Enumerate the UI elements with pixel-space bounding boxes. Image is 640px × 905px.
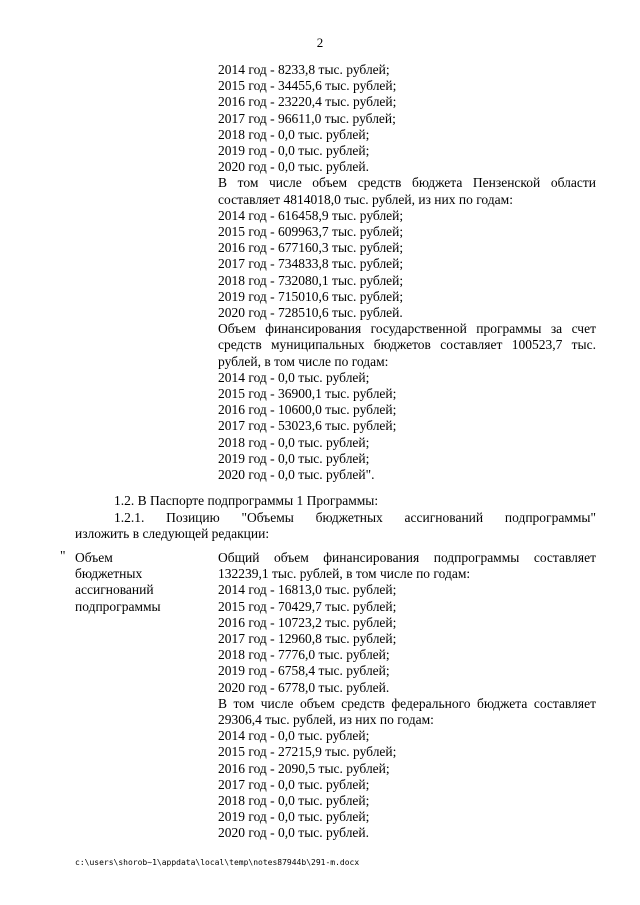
year-line: 2015 год - 609963,7 тыс. рублей; (218, 224, 404, 240)
year-line: 2016 год - 10723,2 тыс. рублей; (218, 614, 397, 630)
year-line: 2014 год - 0,0 тыс. рублей; (218, 728, 370, 744)
page-number: 2 (316, 35, 324, 50)
year-line: 2016 год - 23220,4 тыс. рублей; (218, 94, 397, 110)
year-line: 2014 год - 8233,8 тыс. рублей; (218, 62, 390, 77)
year-line: 2019 год - 0,0 тыс. рублей; (218, 143, 370, 159)
year-line: 2016 год - 2090,5 тыс. рублей; (218, 760, 390, 776)
year-line: 2015 год - 70429,7 тыс. рублей; (218, 598, 397, 614)
year-line: 2018 год - 0,0 тыс. рублей; (218, 434, 370, 450)
position-label-line: бюджетных (75, 566, 143, 582)
year-line: 2015 год - 27215,9 тыс. рублей; (218, 744, 397, 760)
section-1-2-1-continuation: изложить в следующей редакции: (75, 526, 270, 541)
year-line: 2017 год - 53023,6 тыс. рублей; (218, 418, 397, 434)
section-1-2-heading: 1.2. В Паспорте подпрограммы 1 Программы: (114, 493, 379, 508)
position-label-line: ассигнований (75, 582, 154, 598)
year-line: 2019 год - 6758,4 тыс. рублей; (218, 663, 390, 679)
year-line: 2017 год - 0,0 тыс. рублей; (218, 776, 370, 792)
opening-quote-mark: " (60, 548, 66, 563)
municipal-budget-paragraph: Объем финансирования государственной программы за счет средств муниципальных бюджетов составляет 100523,7 тыс. рублей, в том числе по годам: (218, 321, 596, 369)
year-line: 2014 год - 0,0 тыс. рублей; (218, 369, 370, 385)
footer-file-path: c:\users\shorob~1\appdata\local\temp\notes87944b\291-m.docx (75, 858, 360, 867)
year-line: 2019 год - 0,0 тыс. рублей; (218, 450, 370, 466)
year-line: 2015 год - 36900,1 тыс. рублей; (218, 386, 397, 402)
year-line: 2020 год - 0,0 тыс. рублей". (218, 467, 375, 483)
position-label-line: Объем (75, 550, 113, 565)
year-line: 2017 год - 12960,8 тыс. рублей; (218, 631, 397, 647)
year-line: 2014 год - 616458,9 тыс. рублей; (218, 207, 404, 223)
year-line: 2018 год - 0,0 тыс. рублей; (218, 126, 370, 142)
year-line: 2020 год - 0,0 тыс. рублей. (218, 159, 370, 175)
position-label (75, 550, 205, 615)
year-line: 2018 год - 0,0 тыс. рублей; (218, 793, 370, 809)
year-line: 2014 год - 16813,0 тыс. рублей; (218, 582, 397, 598)
section-1-2-1-text: 1.2.1. Позицию "Объемы бюджетных ассигнований подпрограммы" (114, 510, 596, 525)
year-line: 2020 год - 6778,0 тыс. рублей. (218, 679, 390, 695)
position-label-line: подпрограммы (75, 598, 161, 614)
year-line: 2016 год - 677160,3 тыс. рублей; (218, 240, 404, 256)
year-line: 2017 год - 96611,0 тыс. рублей; (218, 110, 396, 126)
year-line: 2018 год - 732080,1 тыс. рублей; (218, 272, 404, 288)
year-line: 2019 год - 0,0 тыс. рублей; (218, 809, 370, 825)
regional-budget-paragraph: В том числе объем средств бюджета Пензенской области составляет 4814018,0 тыс. рублей, из них по годам: (218, 175, 596, 207)
financing-top-block (218, 62, 596, 483)
federal-budget-paragraph: В том числе объем средств федерального бюджета составляет 29306,4 тыс. рублей, из них по годам: (218, 695, 596, 728)
year-line: 2020 год - 728510,6 тыс. рублей. (218, 305, 403, 321)
total-financing-paragraph: Общий объем финансирования подпрограммы составляет 132239,1 тыс. рублей, в том числе по годам: (218, 550, 596, 582)
year-line: 2016 год - 10600,0 тыс. рублей; (218, 402, 397, 418)
subprogram-financing-block (218, 550, 596, 842)
year-line: 2015 год - 34455,6 тыс. рублей; (218, 78, 397, 94)
year-line: 2018 год - 7776,0 тыс. рублей; (218, 647, 390, 663)
year-line: 2020 год - 0,0 тыс. рублей. (218, 825, 370, 841)
year-line: 2019 год - 715010,6 тыс. рублей; (218, 288, 404, 304)
year-line: 2017 год - 734833,8 тыс. рублей; (218, 256, 404, 272)
